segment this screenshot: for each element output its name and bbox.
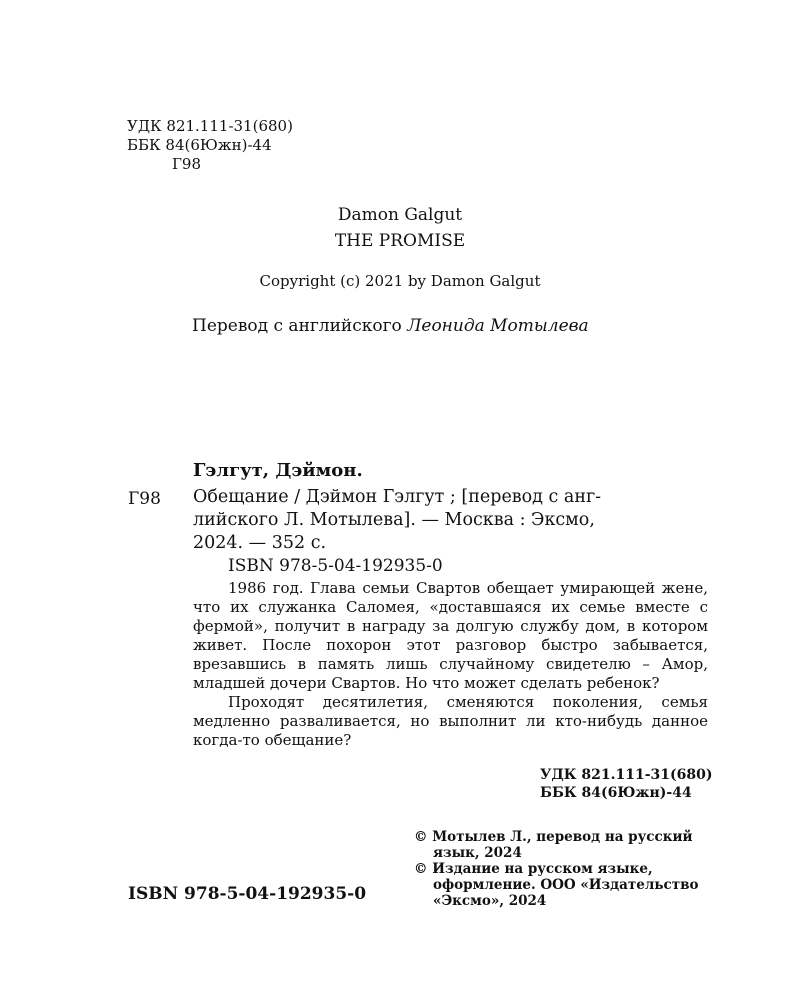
udk-code: УДК 821.111-31(680) [540, 767, 713, 783]
bibliography-author-sign: Г98 [128, 489, 161, 509]
isbn-main: ISBN 978-5-04-192935-0 [228, 556, 443, 576]
edition-copyright-cont: оформление. ООО «Издательство [433, 877, 699, 893]
classification-codes-top [127, 117, 293, 174]
original-title: THE PROMISE [334, 231, 466, 251]
edition-copyright: © Издание на русском языке, [414, 861, 653, 877]
copyright-block [414, 829, 698, 909]
classification-codes-bottom [540, 766, 713, 802]
annotation [193, 579, 708, 750]
translator-name: Леонида Мотылева [407, 316, 589, 336]
bibliography-heading: Гэлгут, Дэймон. [193, 460, 363, 481]
biblio-line: Обещание / Дэймон Гэлгут ; [перевод с анг- [193, 487, 602, 507]
translation-copyright-cont: язык, 2024 [433, 845, 522, 861]
original-author: Damon Galgut [337, 205, 463, 225]
biblio-line: 2024. — 352 с. [193, 533, 327, 553]
annotation-paragraph: 1986 год. Глава семьи Свартов обещает умирающей жене, что их служанка Саломея, «доставшаяся их семье вместе с фермой», получит в награду за долгую службу дом, в котором живет. После похорон этот разговор быстро забывается, врезавшись в память лишь случайному свидетелю – Амор, младшей дочери Свартов. Но что может сделать ребенок? [193, 579, 708, 692]
translation-copyright: © Мотылев Л., перевод на русский [414, 829, 693, 845]
translator-prefix: Перевод с английского [192, 316, 402, 336]
isbn-bottom: ISBN 978-5-04-192935-0 [128, 884, 367, 904]
bbk-code: ББК 84(6Южн)-44 [127, 136, 272, 154]
edition-copyright-cont: «Эксмо», 2024 [433, 893, 547, 909]
udk-code: УДК 821.111-31(680) [127, 117, 293, 135]
biblio-line: лийского Л. Мотылева]. — Москва : Эксмо, [193, 510, 595, 530]
original-copyright: Copyright (c) 2021 by Damon Galgut [259, 272, 541, 290]
bbk-code: ББК 84(6Южн)-44 [540, 785, 692, 801]
author-sign: Г98 [172, 155, 202, 173]
bibliographic-description [193, 486, 708, 555]
translator-line [192, 316, 589, 336]
annotation-paragraph: Проходят десятилетия, сменяются поколения, семья медленно разваливается, но выполнит ли кто-нибудь данное когда-то обещание? [193, 693, 708, 749]
